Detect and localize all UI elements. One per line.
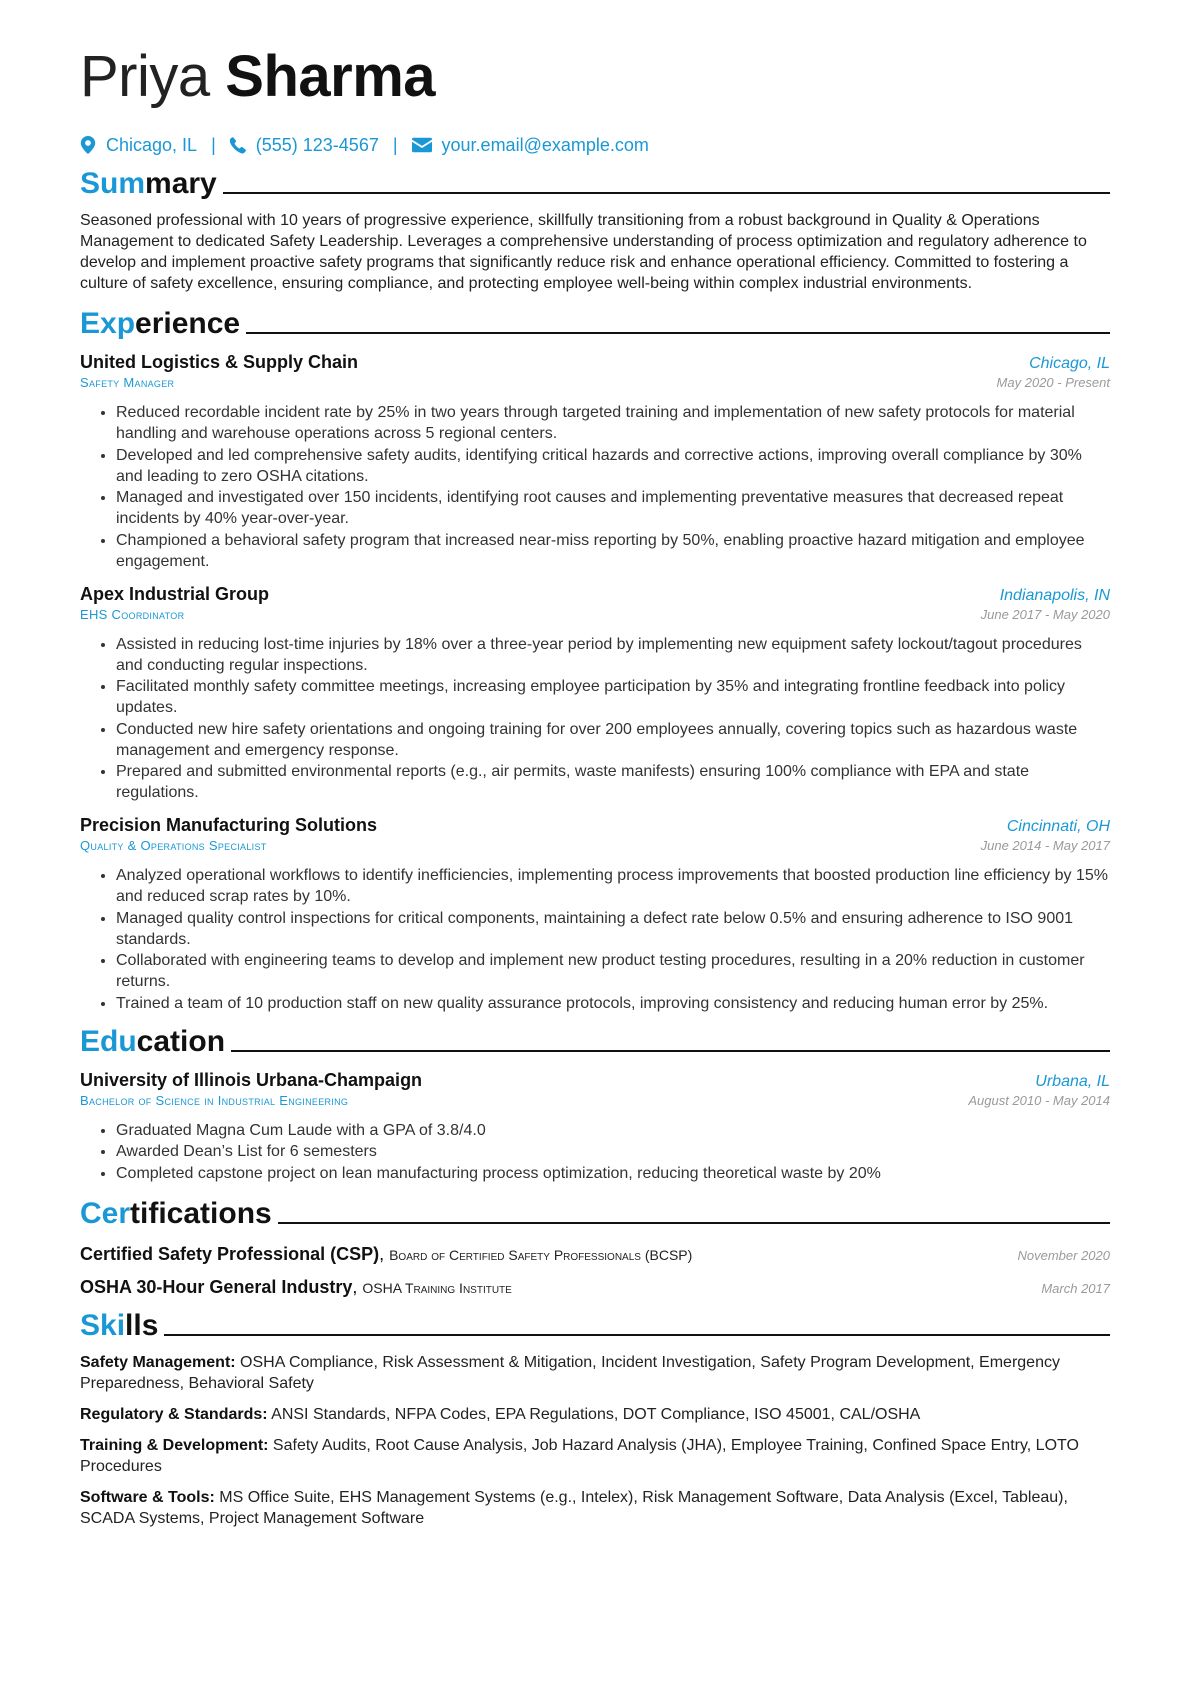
skill-category: Safety Management: (80, 1353, 236, 1371)
company-name: Precision Manufacturing Solutions (80, 815, 378, 835)
achievement-item: • Prepared and submitted environmental reports (e.g., air permits, waste manifests) ensuring 100% compliance with EPA and state regulations. (116, 761, 1110, 803)
certification-issuer: OSHA Training Institute (362, 1279, 512, 1296)
section-title: Skills (80, 1308, 159, 1342)
contact-email[interactable] (412, 135, 649, 156)
education-highlight-item: • Graduated Magna Cum Laude with a GPA of 3.8/4.0 (116, 1120, 1110, 1141)
achievement-item: • Developed and led comprehensive safety audits, identifying critical hazards and corrective actions, improving overall compliance by 30% and leading to zero OSHA citations. (116, 445, 1110, 487)
section-rule (278, 1222, 1110, 1224)
skill-items: OSHA Compliance, Risk Assessment & Mitigation, Incident Investigation, Safety Program Development, Emergency Preparedness, Behavioral Safety (80, 1353, 1060, 1392)
company-name: Apex Industrial Group (80, 583, 270, 604)
envelope-icon (412, 137, 432, 153)
phone-text[interactable]: (555) 123-4567 (255, 134, 379, 155)
achievement-item: • Assisted in reducing lost-time injuries by 18% over a three-year period by implementing new equipment safety lockout/tagout procedures and conducting regular inspections. (116, 634, 1110, 676)
section-title: Experience (80, 307, 241, 340)
experience-entry (80, 352, 1110, 572)
skills-heading (80, 1308, 1110, 1344)
summary-heading (80, 166, 1110, 202)
achievement-item: • Collaborated with engineering teams to develop and implement new product testing procedures, resulting in a 20% reduction in customer returns. (116, 950, 1110, 992)
section-rule (223, 192, 1110, 194)
skill-category: Regulatory & Standards: (80, 1405, 268, 1423)
skill-category: Training & Development: (80, 1436, 269, 1454)
contact-phone[interactable] (230, 135, 379, 156)
certification-title: OSHA 30-Hour General Industry (80, 1276, 353, 1297)
job-dates: May 2020 - Present (996, 375, 1110, 390)
education-highlight-item: • Awarded Dean’s List for 6 semesters (116, 1141, 1110, 1162)
school-location: Urbana, IL (1035, 1072, 1110, 1090)
skill-category: Software & Tools: (80, 1488, 215, 1506)
achievement-item: • Trained a team of 10 production staff on new quality assurance protocols, improving consistency and reducing human error by 25%. (116, 993, 1110, 1014)
achievement-item: • Analyzed operational workflows to identify inefficiencies, implementing process improvements that boosted production line efficiency by 15% and reduced scrap rates by 10%. (116, 865, 1110, 907)
achievement-item: • Reduced recordable incident rate by 25% in two years through targeted training and implementation of new safety protocols for material handling and warehouse operations across 5 regional centers. (116, 402, 1110, 444)
job-dates: June 2014 - May 2017 (980, 838, 1110, 853)
education-dates: August 2010 - May 2014 (968, 1092, 1110, 1108)
section-rule (246, 332, 1110, 334)
achievement-item: • Facilitated monthly safety committee meetings, increasing employee participation by 35% and integrating frontline feedback into policy updates. (116, 676, 1110, 718)
certifications-heading (80, 1196, 1110, 1232)
contact-line (80, 132, 1110, 158)
certification-title: Certified Safety Professional (CSP) (80, 1243, 380, 1264)
first-name: Priya (80, 44, 210, 109)
job-location: Indianapolis, IN (999, 586, 1110, 604)
company-name: United Logistics & Supply Chain (80, 352, 359, 372)
experience-entry (80, 584, 1110, 804)
section-title: Summary (80, 167, 217, 200)
contact-separator: | (392, 134, 398, 155)
skill-items: MS Office Suite, EHS Management Systems (e.g., Intelex), Risk Management Software, Data Analysis (Excel, Tableau), SCADA Systems, Project Management Software (80, 1488, 1068, 1527)
achievement-list (80, 865, 1110, 1014)
skill-items: Safety Audits, Root Cause Analysis, Job Hazard Analysis (JHA), Employee Training, Confined Space Entry, LOTO Procedures (80, 1436, 1079, 1475)
map-pin-icon (80, 136, 96, 154)
section-rule (164, 1334, 1110, 1336)
last-name: Sharma (225, 44, 436, 109)
certification-date: November 2020 (1017, 1247, 1110, 1263)
job-dates: June 2017 - May 2020 (980, 606, 1110, 622)
skill-group (80, 1435, 1110, 1477)
job-title: Safety Manager (80, 375, 175, 390)
certification-date: March 2017 (1041, 1280, 1110, 1296)
achievement-item: • Conducted new hire safety orientations and ongoing training for over 200 employees annually, covering topics such as hazardous waste management and emergency response. (116, 719, 1110, 761)
skill-group (80, 1487, 1110, 1529)
degree: Bachelor of Science in Industrial Engineering (80, 1092, 349, 1108)
school-name: University of Illinois Urbana-Champaign (80, 1069, 423, 1090)
location-text: Chicago, IL (106, 134, 198, 155)
contact-location (80, 135, 197, 156)
education-highlights (80, 1120, 1110, 1184)
certification-issuer: Board of Certified Safety Professionals (BCSP) (389, 1246, 693, 1263)
education-highlight-item: • Completed capstone project on lean manufacturing process optimization, reducing theoretical waste by 20% (116, 1163, 1110, 1184)
section-title: Certifications (80, 1196, 272, 1230)
summary-text: Seasoned professional with 10 years of progressive experience, skillfully transitioning from a robust background in Quality & Operations Management to dedicated Safety Leadership. Leverages a comprehensive understanding of process optimization and regulatory adherence to develop and implement proactive safety programs that significantly reduce risk and enhance operational efficiency. Committed to fostering a culture of safety excellence, ensuring compliance, and protecting employee well-being within complex industrial environments. (80, 212, 1087, 292)
job-title: Quality & Operations Specialist (80, 838, 267, 853)
section-rule (231, 1050, 1110, 1052)
candidate-name (80, 40, 1110, 114)
email-link[interactable]: your.email@example.com (441, 134, 649, 155)
achievement-item: • Championed a behavioral safety program that increased near-miss reporting by 50%, enabling proactive hazard mitigation and employee engagement. (116, 530, 1110, 572)
section-title: Education (80, 1024, 226, 1058)
experience-heading (80, 306, 1110, 342)
certification-item: Certified Safety Professional (CSP), Board of Certified Safety Professionals (BCSP) November 2020 (80, 1243, 1110, 1264)
achievement-item: • Managed and investigated over 150 incidents, identifying root causes and implementing preventative measures that decreased repeat incidents by 40% year-over-year. (116, 487, 1110, 529)
skill-group (80, 1352, 1110, 1394)
achievement-list (80, 634, 1110, 804)
education-heading (80, 1024, 1110, 1060)
contact-separator: | (211, 134, 216, 155)
job-title: EHS Coordinator (80, 606, 185, 622)
skill-group (80, 1404, 1110, 1425)
job-location: Chicago, IL (1029, 355, 1110, 372)
experience-entry (80, 815, 1110, 1014)
certification-item: OSHA 30-Hour General Industry, OSHA Training Institute March 2017 (80, 1276, 1110, 1297)
phone-icon (230, 136, 246, 154)
achievement-item: • Managed quality control inspections for critical components, maintaining a defect rate below 0.5% and ensuring adherence to ISO 9001 standards. (116, 908, 1110, 950)
education-entry (80, 1070, 1110, 1184)
skill-items: ANSI Standards, NFPA Codes, EPA Regulations, DOT Compliance, ISO 45001, CAL/OSHA (271, 1405, 921, 1423)
achievement-list (80, 402, 1110, 572)
job-location: Cincinnati, OH (1006, 818, 1110, 835)
